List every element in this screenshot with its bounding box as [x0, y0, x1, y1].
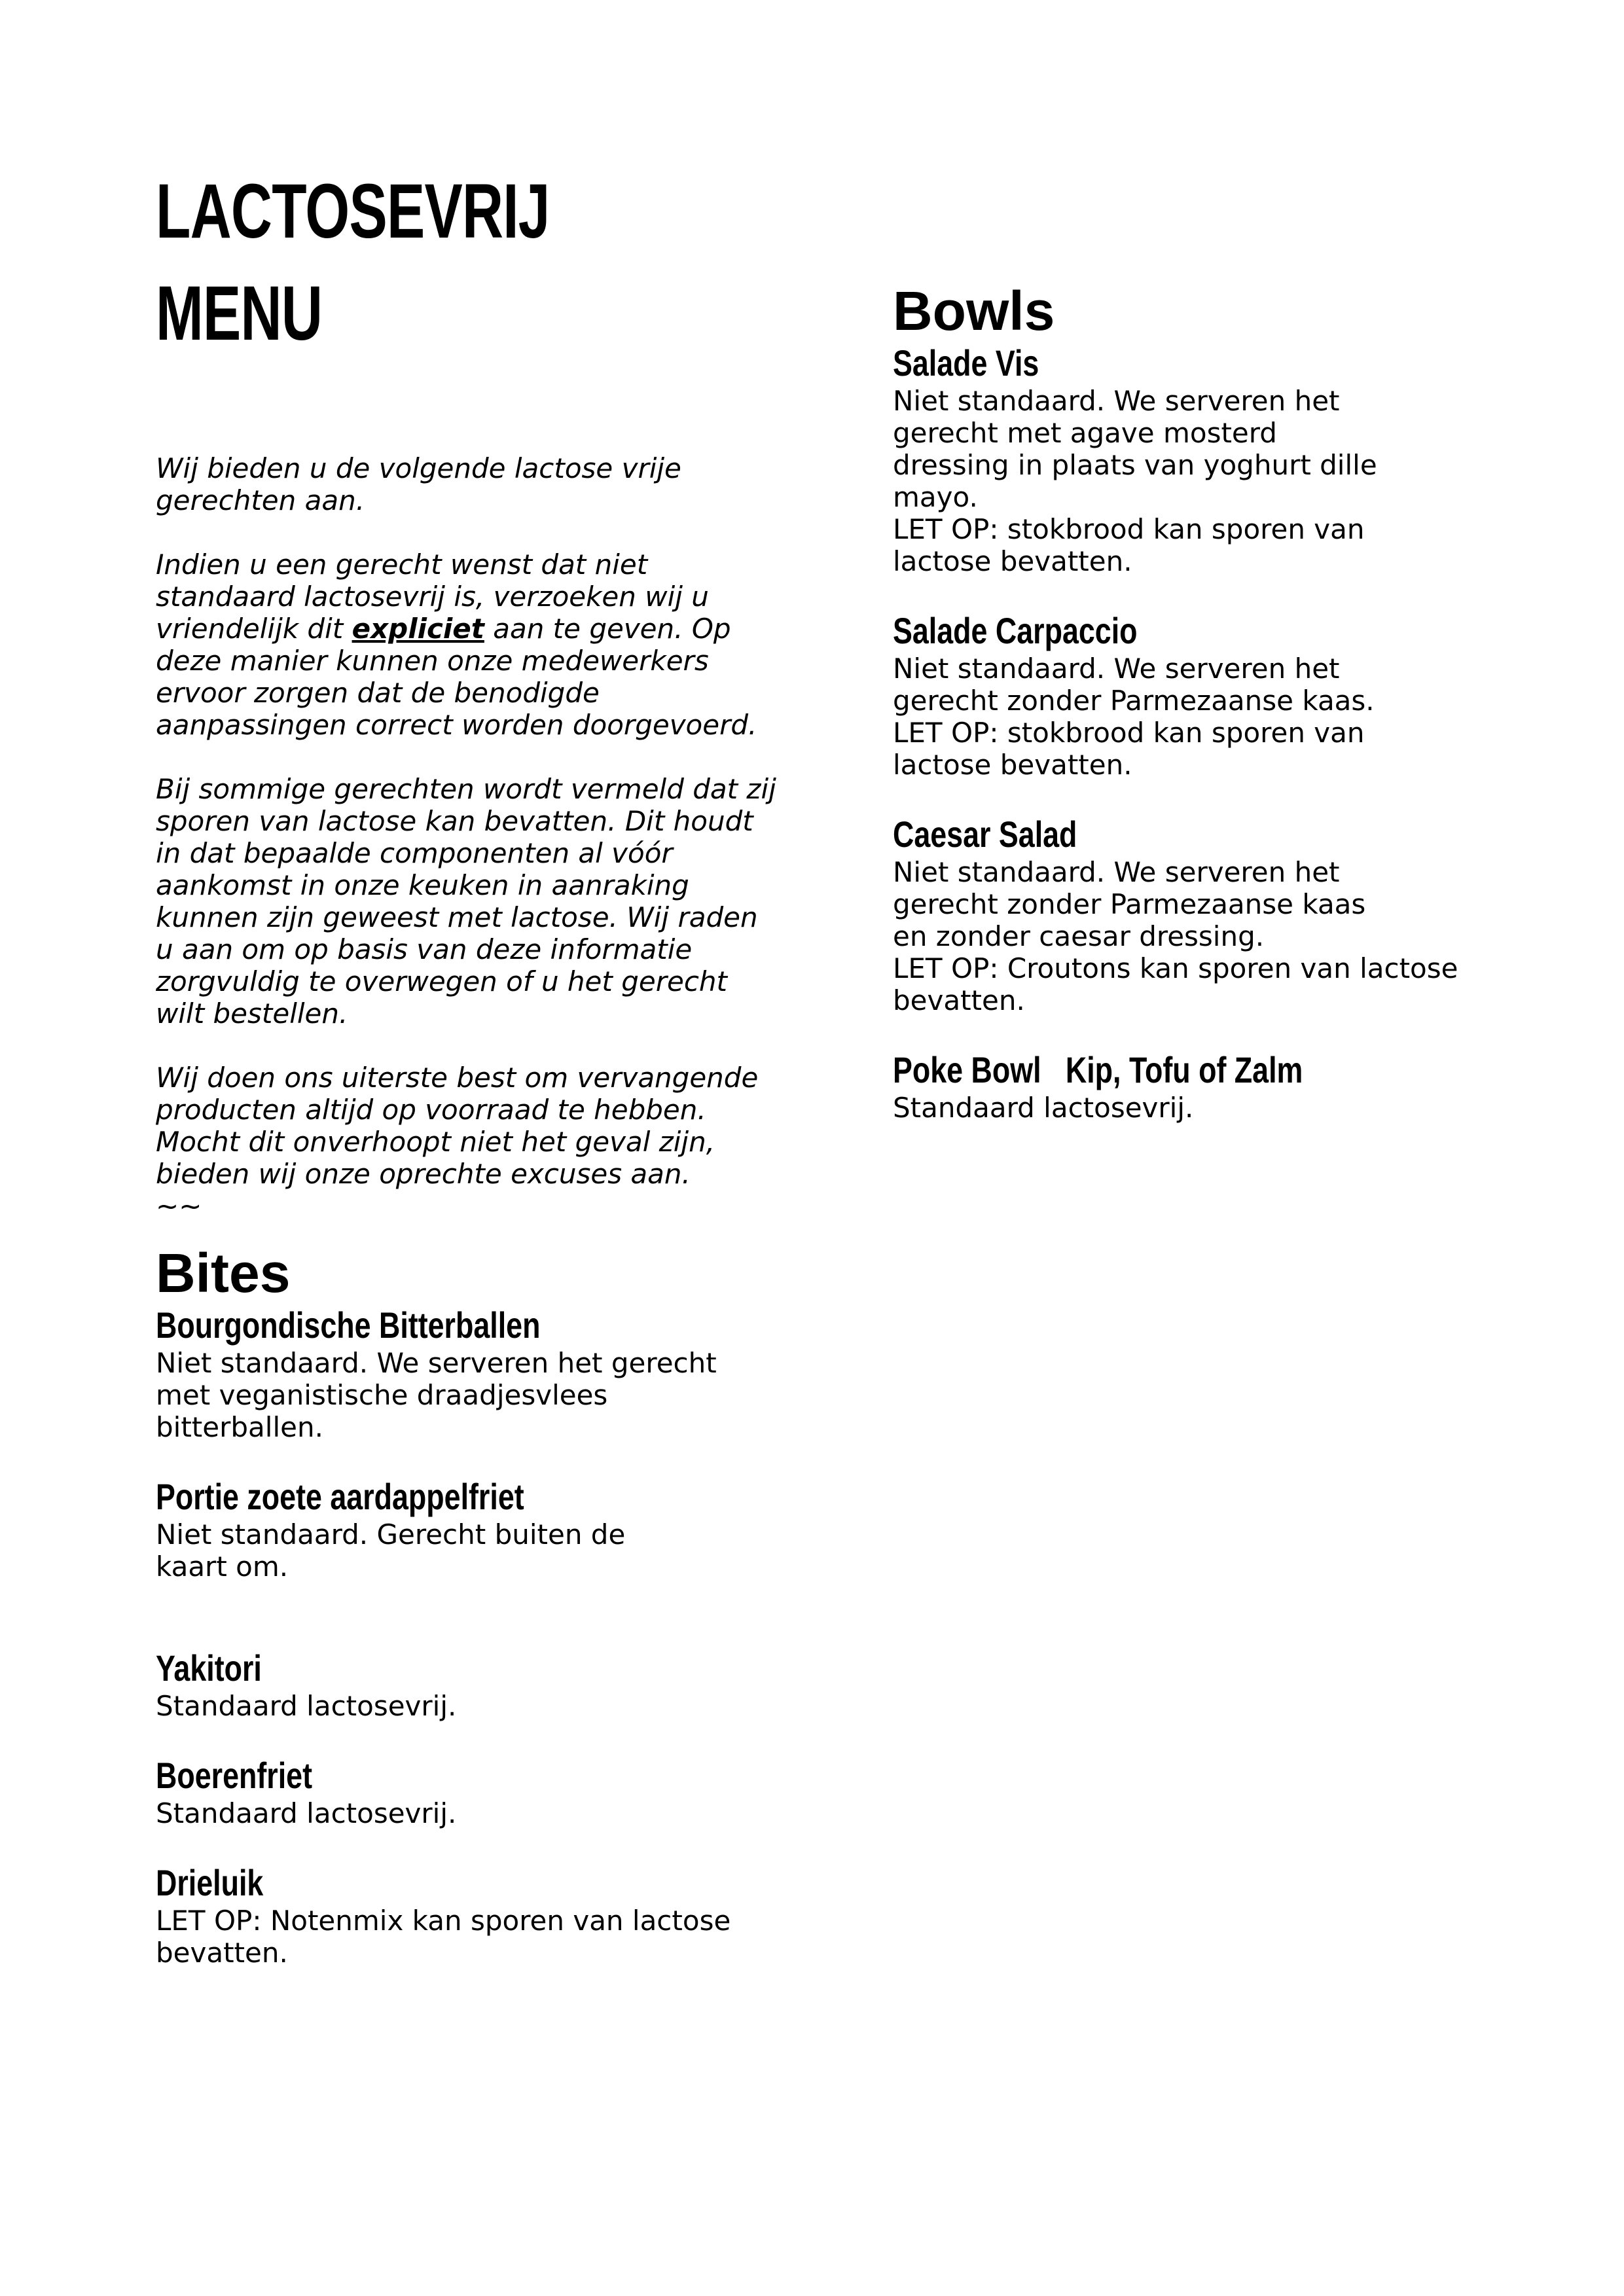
intro-text — [156, 452, 810, 1222]
dish-item — [893, 813, 1521, 1016]
dish-item — [893, 1049, 1521, 1124]
bites-section — [156, 1242, 810, 2001]
intro-p2-start: Indien u een gerecht wenst dat niet standaard lactosevrij is, verzoeken wij u vriendelijk dit — [156, 548, 709, 645]
dish-description: Standaard lactosevrij. — [156, 1797, 457, 1829]
dish-description: Standaard lactosevrij. — [893, 1092, 1194, 1124]
intro-paragraph-2 — [156, 548, 810, 741]
dish-name: Yakitori — [156, 1647, 262, 1689]
intro-emphasis: expliciet — [352, 613, 484, 645]
dish-item — [156, 1304, 810, 1443]
dish-description: LET OP: Notenmix kan sporen van lactose bevatten. — [156, 1905, 731, 1969]
dish-name: Bourgondische Bitterballen — [156, 1304, 541, 1346]
dish-name: Portie zoete aardappelfriet — [156, 1476, 524, 1517]
intro-paragraph-1: Wij bieden u de volgende lactose vrije gerechten aan. — [156, 452, 681, 516]
dish-description: Niet standaard. Gerecht buiten de kaart om. — [156, 1518, 626, 1583]
left-column — [156, 160, 810, 1222]
dish-name: Salade Carpaccio — [893, 610, 1138, 651]
dish-description: Niet standaard. We serveren het gerecht met veganistische draadjesvlees bitterballen. — [156, 1347, 717, 1443]
dish-name: Boerenfriet — [156, 1755, 312, 1796]
page-title: LACTOSEVRIJ MENU — [156, 168, 550, 357]
dish-item — [156, 1861, 810, 1969]
dish-item — [156, 1475, 810, 1583]
bowls-section — [893, 280, 1521, 1156]
dish-description: Niet standaard. We serveren het gerecht met agave mosterd dressing in plaats van yoghurt dille mayo. LET OP: stokbrood kan sporen van lactose bevatten. — [893, 385, 1377, 577]
dish-item — [893, 342, 1521, 577]
bites-heading: Bites — [156, 1242, 291, 1304]
bowls-heading: Bowls — [893, 280, 1055, 342]
dish-name: Caesar Salad — [893, 814, 1077, 855]
dish-description: Niet standaard. We serveren het gerecht zonder Parmezaanse kaas. LET OP: stokbrood kan sporen van lactose bevatten. — [893, 653, 1375, 781]
intro-p2-end: aan te geven. Op deze manier kunnen onze medewerkers ervoor zorgen dat de benodigde aanpassingen correct worden doorgevoerd. — [156, 613, 757, 741]
intro-paragraph-4: Wij doen ons uiterste best om vervangende producten altijd op voorraad te hebben. Mocht dit onverhoopt niet het geval zijn, bieden wij onze oprechte excuses aan. — [156, 1062, 759, 1190]
dish-item — [893, 609, 1521, 781]
dish-item — [156, 1754, 810, 1829]
dish-description: Niet standaard. We serveren het gerecht zonder Parmezaanse kaas en zonder caesar dressing. LET OP: Croutons kan sporen van lactose bevatten. — [893, 856, 1458, 1016]
dish-name: Poke Bowl Kip, Tofu of Zalm — [893, 1049, 1303, 1090]
dish-description: Standaard lactosevrij. — [156, 1690, 457, 1722]
dish-name: Drieluik — [156, 1862, 264, 1903]
tilde-separator: ~~ — [156, 1190, 202, 1222]
intro-paragraph-3: Bij sommige gerechten wordt vermeld dat zij sporen van lactose kan bevatten. Dit houdt in dat bepaalde componenten al vóór aankomst in onze keuken in aanraking kunnen zijn geweest met lactose. Wij raden u aan om op basis van deze informatie zorgvuldig te overwegen of u het gerecht wilt bestellen. — [156, 773, 776, 1030]
dish-item — [156, 1647, 810, 1722]
dish-name: Salade Vis — [893, 342, 1039, 384]
